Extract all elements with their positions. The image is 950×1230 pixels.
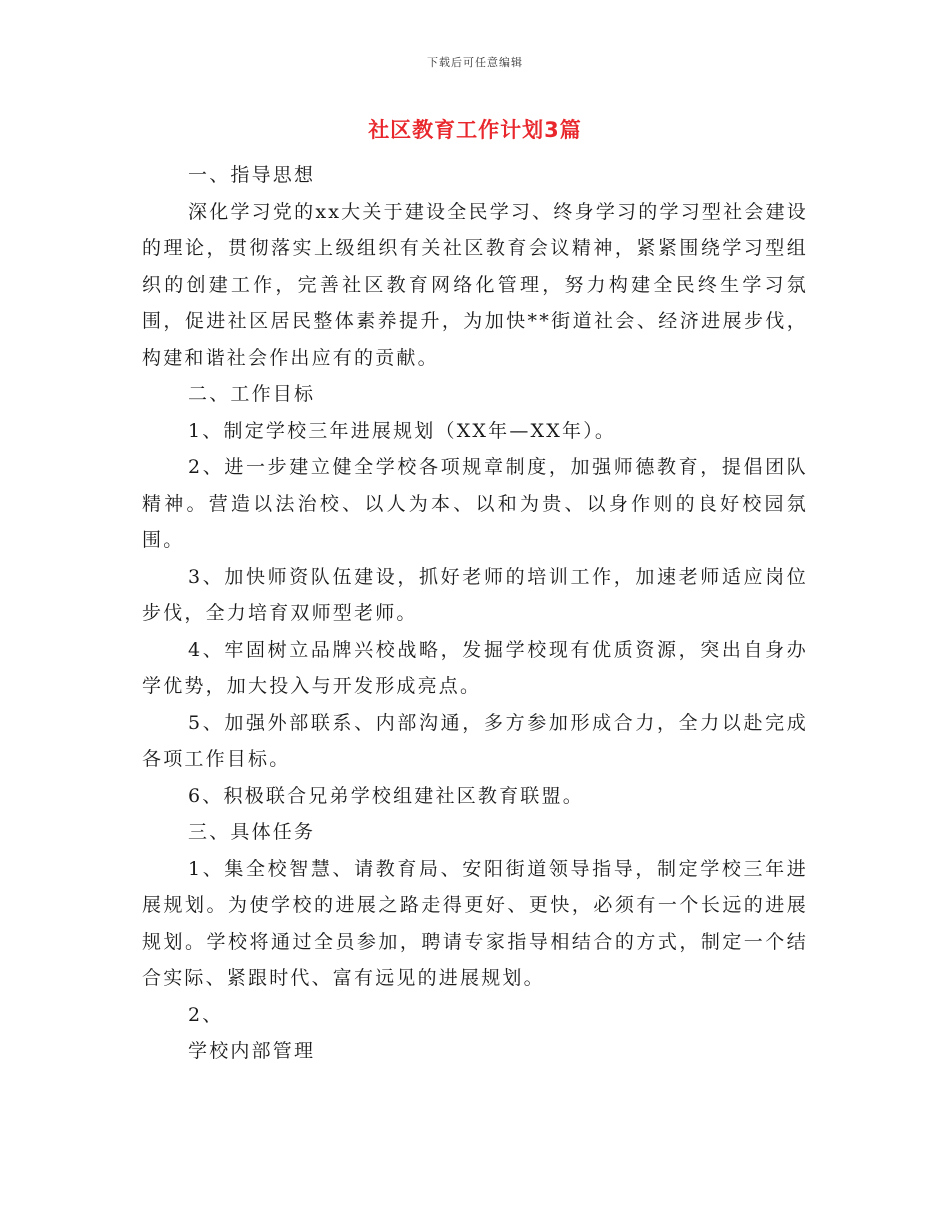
goal-item-4: 4、牢固树立品牌兴校战略，发掘学校现有优质资源，突出自身办学优势，加大投入与开发形成亮点。 [142, 638, 808, 697]
goal-item-3: 3、加快师资队伍建设，抓好老师的培训工作，加速老师适应岗位步伐，全力培育双师型老师。 [142, 565, 808, 624]
task-item-2-number: 2、 [188, 1003, 224, 1026]
section-heading-work-goals: 二、工作目标 [188, 383, 316, 405]
document-title: 社区教育工作计划3篇 [368, 118, 582, 142]
section-heading-guiding-ideology: 一、指导思想 [188, 164, 316, 186]
goal-item-1: 1、制定学校三年进展规划（XX年—XX年）。 [188, 419, 617, 442]
header-note: 下载后可任意编辑 [427, 56, 523, 69]
goal-item-5: 5、加强外部联系、内部沟通，多方参加形成合力，全力以赴完成各项工作目标。 [142, 711, 808, 770]
paragraph-guiding-ideology: 深化学习党的xx大关于建设全民学习、终身学习的学习型社会建设的理论，贯彻落实上级组织有关社区教育会议精神，紧紧围绕学习型组织的创建工作，完善社区教育网络化管理，努力构建全民终生学习氛围，促进社区居民整体素养提升，为加快**街道社会、经济进展步伐，构建和谐社会作出应有的贡献。 [142, 200, 808, 369]
goal-item-2: 2、进一步建立健全学校各项规章制度，加强师德教育，提倡团队精神。营造以法治校、以人为本、以和为贵、以身作则的良好校园氛围。 [142, 456, 808, 551]
task-item-1: 1、集全校智慧、请教育局、安阳街道领导指导，制定学校三年进展规划。为使学校的进展之路走得更好、更快，必须有一个长远的进展规划。学校将通过全员参加，聘请专家指导相结合的方式，制定一个结合实际、紧跟时代、富有远见的进展规划。 [142, 857, 808, 989]
document-body [142, 157, 808, 1070]
section-heading-specific-tasks: 三、具体任务 [188, 821, 316, 843]
goal-item-6: 6、积极联合兄弟学校组建社区教育联盟。 [188, 784, 584, 807]
task-item-2-title: 学校内部管理 [188, 1040, 316, 1062]
